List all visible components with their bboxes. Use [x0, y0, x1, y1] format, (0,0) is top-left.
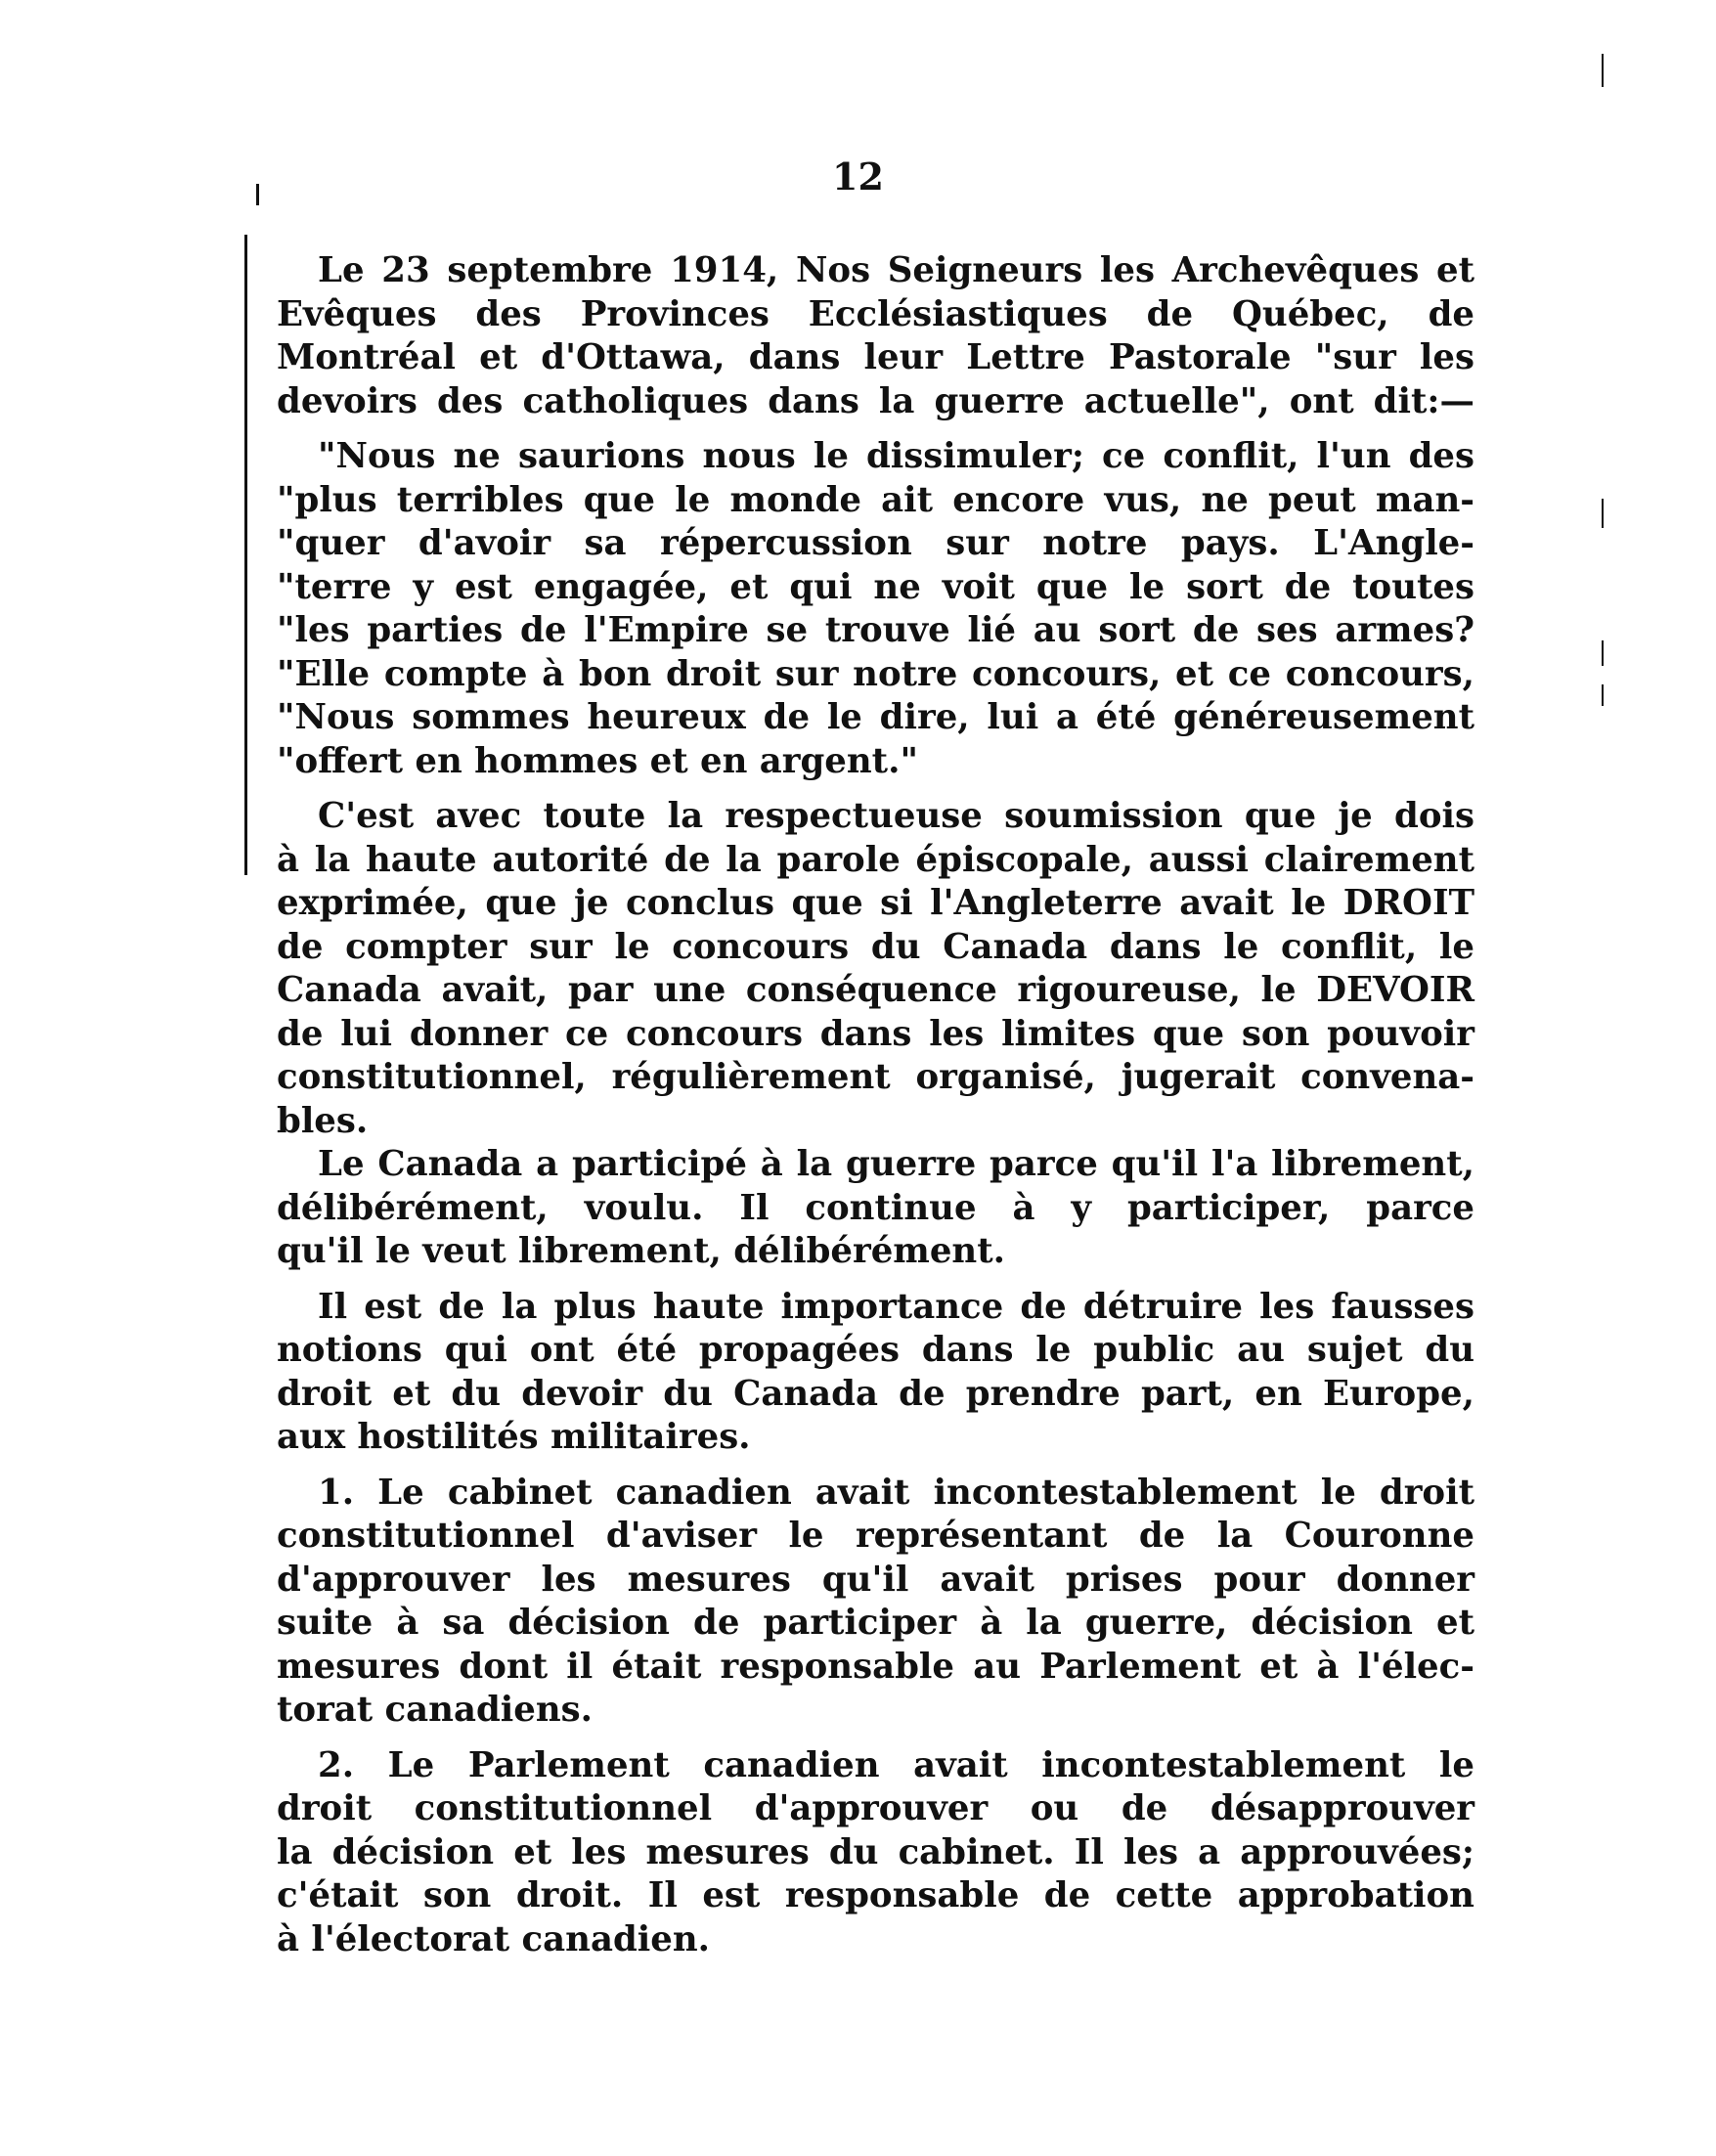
text-line: 2. Le Parlement canadien avait incontestablement le [318, 1744, 1474, 1785]
text-line: "plus terribles que le monde ait encore vus, ne peut man- [277, 479, 1474, 520]
numbered-paragraph [277, 1472, 1474, 1733]
text-line: Le 23 septembre 1914, Nos Seigneurs les Archevêques et [318, 250, 1474, 290]
text-line: qu'il le veut librement, délibérément. [277, 1231, 1005, 1271]
text-line: 1. Le cabinet canadien avait incontestablement le droit [318, 1472, 1474, 1513]
text-line: "offert en hommes et en argent." [277, 740, 918, 781]
text-line: torat canadiens. [277, 1690, 594, 1730]
text-line: droit et du devoir du Canada de prendre part, en Europe, [277, 1373, 1474, 1414]
scan-edge-mark [1602, 684, 1604, 706]
scan-edge-mark [1602, 54, 1604, 87]
scan-margin-tick [256, 184, 259, 205]
text-line: mesures dont il était responsable au Parlement et à l'élec- [277, 1646, 1474, 1687]
page-number: 12 [832, 154, 884, 198]
text-line: c'était son droit. Il est responsable de cette approbation [277, 1875, 1474, 1915]
text-line: Canada avait, par une conséquence rigoureuse, le DEVOIR [277, 970, 1474, 1010]
scan-margin-line [244, 235, 247, 875]
text-line: exprimée, que je conclus que si l'Angleterre avait le DROIT [277, 883, 1474, 923]
quote-paragraph [277, 435, 1474, 783]
scan-edge-mark [1602, 640, 1604, 666]
paragraph [277, 1286, 1474, 1460]
text-line: C'est avec toute la respectueuse soumission que je dois [318, 796, 1474, 836]
text-line: "Nous sommes heureux de le dire, lui a été généreusement [277, 697, 1474, 737]
text-line: "terre y est engagée, et qui ne voit que le sort de toutes [277, 566, 1474, 607]
text-line: notions qui ont été propagées dans le public au sujet du [277, 1330, 1474, 1370]
text-line: d'approuver les mesures qu'il avait prises pour donner [277, 1559, 1474, 1600]
text-line: "Nous ne saurions nous le dissimuler; ce conflit, l'un des [318, 436, 1474, 476]
text-line: bles. [277, 1100, 369, 1141]
text-line: aux hostilités militaires. [277, 1417, 751, 1457]
paragraph [277, 1143, 1474, 1274]
text-line: de compter sur le concours du Canada dans le conflit, le [277, 926, 1474, 967]
scan-edge-mark [1602, 499, 1604, 528]
text-line: Il est de la plus haute importance de détruire les fausses [318, 1286, 1474, 1327]
text-line: suite à sa décision de participer à la guerre, décision et [277, 1603, 1474, 1643]
paragraph [277, 249, 1474, 423]
text-line: devoirs des catholiques dans la guerre actuelle", ont dit:— [277, 380, 1474, 421]
text-line: "Elle compte à bon droit sur notre concours, et ce concours, [277, 653, 1474, 694]
text-line: à l'électorat canadien. [277, 1918, 711, 1959]
text-line: la décision et les mesures du cabinet. Il les a approuvées; [277, 1831, 1474, 1872]
text-line: "quer d'avoir sa répercussion sur notre pays. L'Angle- [277, 523, 1474, 563]
text-line: Le Canada a participé à la guerre parce qu'il l'a librement, [318, 1144, 1474, 1184]
text-line: constitutionnel, régulièrement organisé, jugerait convena- [277, 1057, 1474, 1097]
text-line: Montréal et d'Ottawa, dans leur Lettre Pastorale "sur les [277, 337, 1474, 377]
text-line: "les parties de l'Empire se trouve lié au sort de ses armes? [277, 610, 1474, 650]
text-line: Evêques des Provinces Ecclésiastiques de Québec, de [277, 293, 1474, 334]
page-text [277, 249, 1474, 1961]
text-line: à la haute autorité de la parole épiscopale, aussi clairement [277, 839, 1474, 880]
text-line: constitutionnel d'aviser le représentant de la Couronne [277, 1516, 1474, 1556]
paragraph [277, 795, 1474, 1143]
text-line: droit constitutionnel d'approuver ou de désapprouver [277, 1788, 1474, 1828]
numbered-paragraph [277, 1744, 1474, 1962]
text-line: délibérément, voulu. Il continue à y participer, parce [277, 1187, 1474, 1228]
text-line: de lui donner ce concours dans les limites que son pouvoir [277, 1013, 1474, 1054]
